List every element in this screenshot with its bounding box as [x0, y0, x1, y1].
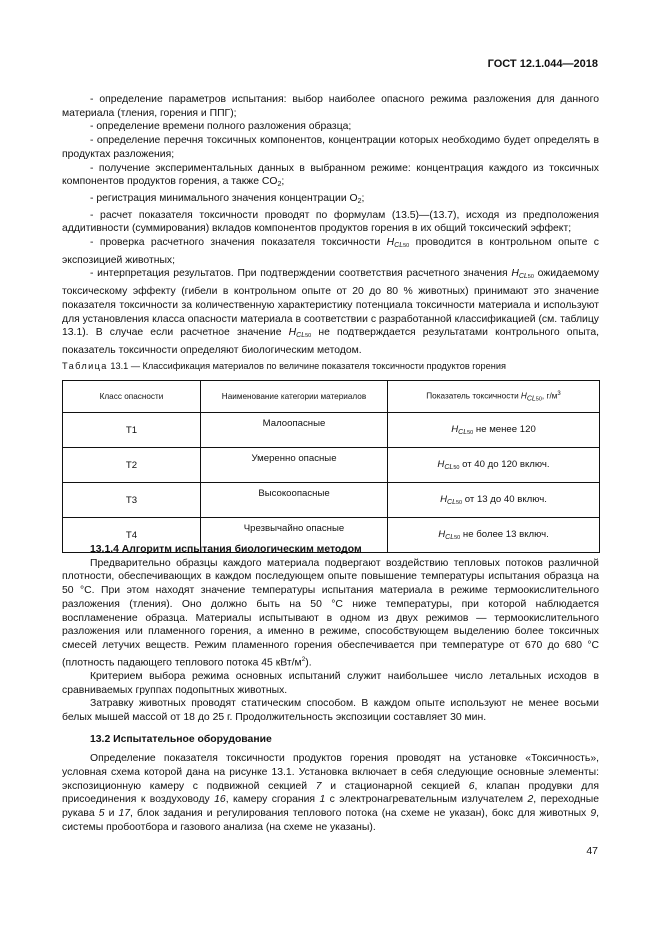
cell-value: $H_{CL50}$ от 40 до 120 включ. — [388, 448, 600, 483]
hcl50-symbol: $H_{CL}50$ — [386, 237, 410, 250]
section-heading: 13.1.4 Алгоритм испытания биологическим методом — [90, 544, 362, 555]
section-13-1-4 — [62, 541, 599, 835]
cell-class: Т4 — [63, 518, 201, 553]
paragraph: Затравку животных проводят статическим способом. В каждом опыте используют не менее восьми белых мышей массой от 18 до 25 г. Продолжительность экспозиции составляет 30 мин. — [62, 698, 599, 723]
cell-category: Малоопасные — [201, 413, 388, 448]
cell-value: $H_{CL50}$ от 13 до 40 включ. — [388, 483, 600, 518]
table-caption: Таблица 13.1 — Классификация материалов по величине показателя токсичности продуктов горения — [62, 361, 506, 371]
toxicity-classification-table — [62, 380, 600, 553]
cell-value: $H_{CL50}$ не менее 120 — [388, 413, 600, 448]
table-row — [63, 413, 600, 448]
hcl50-symbol: $H_{CL}50$ — [288, 327, 312, 340]
section-heading: 13.2 Испытательное оборудование — [90, 733, 272, 745]
list-item: - регистрация минимального значения концентрации $O_2$; — [90, 192, 365, 205]
paragraph: Критерием выбора режима основных испытаний служит наибольшее число летальных исходов в сравниваемых группах подопытных животных. — [62, 670, 599, 696]
hcl50-symbol: $H_{CL}50$ — [511, 268, 534, 281]
cell-class: Т3 — [63, 483, 201, 518]
cell-category: Чрезвычайно опасные — [201, 518, 388, 553]
document-code-header: ГОСТ 12.1.044—2018 — [487, 58, 598, 70]
cell-category: Высокоопасные — [201, 483, 388, 518]
paragraph: Определение показателя токсичности продуктов горения проводят на установке «Токсичность», условная схема которой дана на рисунке 13.1. Установка включает в себя следующие основные элементы: экспозиционную камеру с подвижной секцией 7 и стационарной секцией 6, клапан продувки для присоединения к воздуховоду 16, камеру сгорания 1 с электронагревательным излучателем 2, переходные рукава 5 и 17, блок задания и регулирования теплового потока (на схеме не указан), бокс для животных 9, системы пробоотбора и газового анализа (на схеме не указаны). — [62, 753, 600, 833]
header-indicator: Показатель токсичности $HCL_{50}$, $г/м^3$ — [388, 381, 600, 413]
header-class: Класс опасности — [63, 381, 201, 413]
list-item: - определение параметров испытания: выбор наиболее опасного режима разложения для данного материала (тления, горения и ППГ); — [62, 94, 599, 119]
list-item: - проверка расчетного значения показателя токсичности $H_{CL}50$ проводится в контрольном опыте с экспозицией животных; — [62, 237, 600, 266]
cell-class: Т2 — [63, 448, 201, 483]
paragraph: Предварительно образцы каждого материала подвергают воздействию тепловых потоков различной плотности, обеспечивающих в каждом последующем опыте повышение температуры испытания образца на 50 °С. При этом находят значение температуры испытания материала в режиме термоокислительного разложения (тления). Оно должно быть на 50 °С ниже температуры, при которой наблюдается воспламенение образца. Материалы испытывают в одном из двух режимов — термоокислительного разложения или пламенного горения, а именно в режиме, способствующем выделению более токсичных смесей летучих веществ. Режим пламенного горения обеспечивается при температуре от 670 до 680 °С (плотность падающего теплового потока 45 кВт/$м^2$). — [62, 557, 599, 669]
list-item: - определение перечня токсичных компонентов, концентрации которых необходимо будет определять в продуктах разложения; — [62, 135, 599, 160]
header-category: Наименование категории материалов — [201, 381, 388, 413]
cell-class: Т1 — [63, 413, 201, 448]
page-number: 47 — [586, 845, 598, 857]
cell-value: $H_{CL50}$ не более 13 включ. — [388, 518, 600, 553]
table-row — [63, 448, 600, 483]
table-header-row — [63, 381, 600, 413]
list-item: - интерпретация результатов. При подтверждении соответствия расчетного значения $H_{CL}50$ ожидаемому токсическому эффекту (гибели в контрольном опыте от 20 до 80 % животных) принимают это значение показателя токсичности за количественную характеристику потенциала токсичности материала и используют для установления класса опасности материала в соответствии с разработанной классификацией (см. таблицу 13.1). В случае если расчетное значение $H_{CL}50$ не подтверждается результатами контрольного опыта, показатель токсичности определяют биологическим методом. — [62, 268, 599, 356]
list-item: - расчет показателя токсичности проводят по формулам (13.5)—(13.7), исходя из предположения аддитивности (суммирования) вкладов компонентов продуктов горения в их общий токсический эффект; — [62, 209, 599, 235]
list-item: - получение экспериментальных данных в выбранном режиме: концентрация каждого из токсичных компонентов продуктов горения, а также $CO_2$; — [62, 162, 599, 189]
list-item: - определение времени полного разложения образца; — [90, 121, 352, 133]
cell-category: Умеренно опасные — [201, 448, 388, 483]
table-row — [63, 483, 600, 518]
list-section — [62, 93, 599, 358]
